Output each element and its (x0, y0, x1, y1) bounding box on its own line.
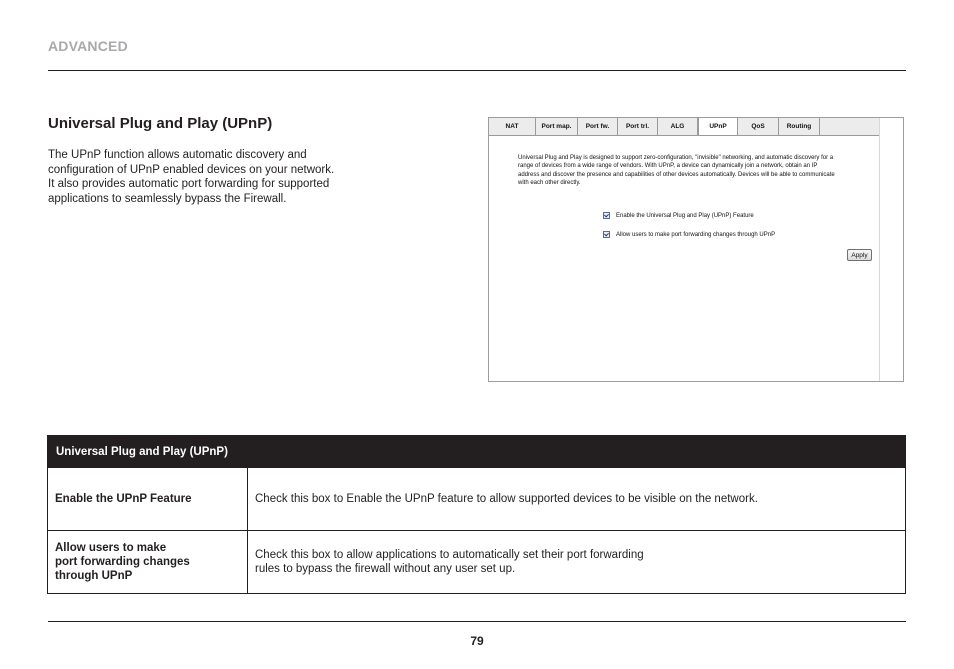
allow-port-forwarding-label: Allow users to make port forwarding changes through UPnP (616, 231, 776, 238)
description-line: address and discover the presence and capabilities of other devices automatically. Devices will be able to communicate (518, 171, 835, 178)
table-term (48, 468, 248, 531)
table-term (48, 531, 248, 594)
settings-reference-table (47, 435, 906, 594)
table-row (48, 468, 906, 531)
bottom-divider (48, 621, 906, 622)
description-line: range of devices from a wide range of vendors. With UPnP, a device can dynamically join a network, obtain an IP (518, 163, 818, 170)
enable-upnp-row[interactable] (603, 212, 754, 219)
upnp-screenshot (488, 117, 904, 382)
enable-upnp-label: Enable the Universal Plug and Play (UPnP) Feature (616, 212, 754, 219)
definition-line: rules to bypass the firewall without any user set up. (255, 563, 516, 575)
section-header: ADVANCED (48, 38, 128, 54)
intro-paragraph (48, 148, 393, 206)
tab-routing[interactable]: Routing (779, 118, 820, 135)
panel-edge (879, 118, 880, 381)
tab-port-trl[interactable]: Port trl. (618, 118, 658, 135)
tab-upnp[interactable]: UPnP (698, 117, 738, 135)
term-line: port forwarding changes (55, 556, 190, 568)
table-header: Universal Plug and Play (UPnP) (48, 436, 906, 468)
apply-button[interactable]: Apply (847, 249, 872, 261)
term-line: through UPnP (55, 570, 133, 582)
page-number: 79 (470, 634, 484, 648)
enable-upnp-checkbox[interactable] (603, 212, 610, 219)
tab-bar (489, 118, 879, 136)
intro-line: It also provides automatic port forwarding for supported (48, 178, 330, 190)
page-title: Universal Plug and Play (UPnP) (48, 115, 273, 132)
definition-line: Check this box to allow applications to automatically set their port forwarding (255, 548, 644, 561)
upnp-description (518, 154, 874, 187)
tab-nat[interactable]: NAT (489, 118, 536, 135)
tab-qos[interactable]: QoS (738, 118, 779, 135)
table-definition (248, 531, 906, 594)
intro-line: applications to seamlessly bypass the Firewall. (48, 192, 287, 205)
allow-port-forwarding-row[interactable] (603, 231, 775, 238)
term-line: Allow users to make (55, 542, 167, 554)
description-line: with each other directly. (518, 179, 581, 186)
allow-port-forwarding-checkbox[interactable] (603, 231, 610, 238)
term-line: Enable the UPnP Feature (55, 493, 192, 505)
tab-alg[interactable]: ALG (658, 118, 698, 135)
table-definition (248, 468, 906, 531)
tab-port-fw[interactable]: Port fw. (578, 118, 618, 135)
definition-line: Check this box to Enable the UPnP feature to allow supported devices to be visible on the network. (255, 492, 758, 505)
table-row (48, 531, 906, 594)
description-line: Universal Plug and Play is designed to support zero-configuration, "invisible" networking, and automatic discovery for a (518, 155, 834, 161)
intro-line: The UPnP function allows automatic discovery and (48, 149, 307, 161)
top-divider (48, 70, 906, 71)
intro-line: configuration of UPnP enabled devices on your network. (48, 163, 335, 176)
tab-port-map[interactable]: Port map. (536, 118, 578, 135)
